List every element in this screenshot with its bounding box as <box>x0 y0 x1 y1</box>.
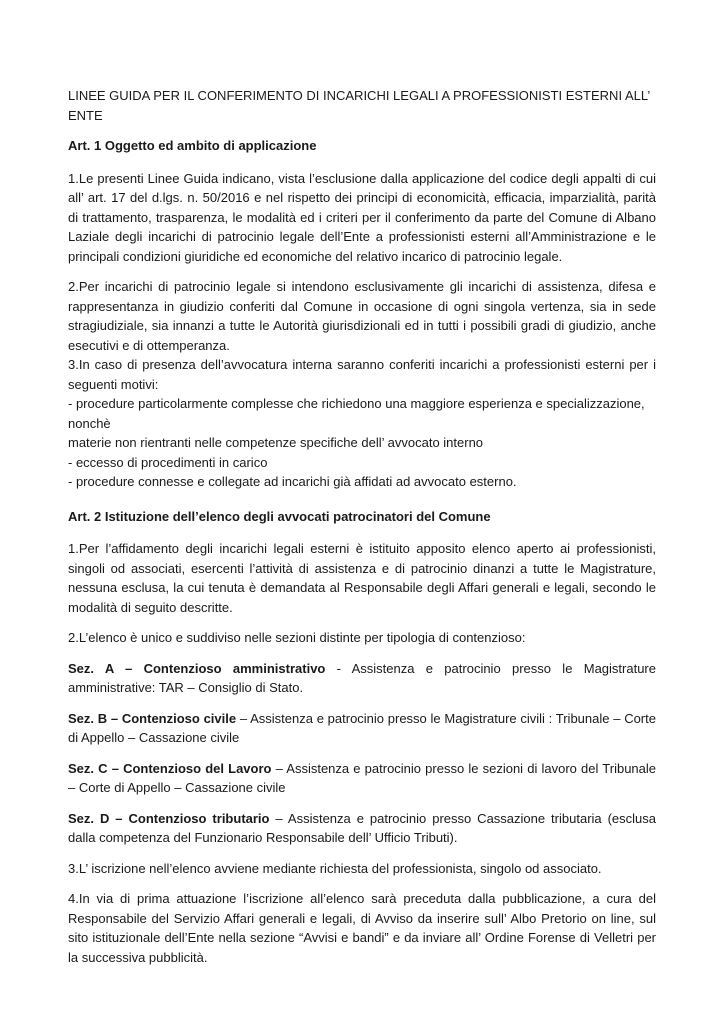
section-d-text: – Assistenza e patrocinio presso Cassazione tributaria (esclusa dalla competenza del Funzionario Responsabile dell’ Ufficio Tributi). <box>68 810 656 845</box>
art1-motives-list <box>68 394 656 492</box>
art2-paragraph-4: 4.In via di prima attuazione l’iscrizione all’elenco sarà preceduta dalla pubblicazione, a cura del Responsabile del Servizio Affari generali e legali, di Avviso da inserire sull’ Albo Pretorio on line, sul sito istituzionale dell’Ente nella sezione “Avvisi e bandi” e da inviare all’ Ordine Forense di Velletri per la successiva pubblicità. <box>68 891 656 965</box>
art1-heading: Art. 1 Oggetto ed ambito di applicazione <box>68 138 317 153</box>
section-a <box>68 659 656 698</box>
art2-paragraph-2: 2.L’elenco è unico e suddiviso nelle sezioni distinte per tipologia di contenzioso: <box>68 630 526 645</box>
list-item: materie non rientranti nelle competenze specifiche dell’ avvocato interno <box>68 435 484 450</box>
section-d-label: Sez. D – Contenzioso tributario <box>68 810 270 826</box>
section-c <box>68 759 656 798</box>
art2-heading: Art. 2 Istituzione dell’elenco degli avvocati patrocinatori del Comune <box>68 508 491 524</box>
section-a-text: - Assistenza e patrocinio presso le Magistrature amministrative: TAR – Consiglio di Stato. <box>68 660 656 695</box>
art1-paragraph-3: 3.In caso di presenza dell’avvocatura interna saranno conferiti incarichi a professionisti esterni per i seguenti motivi: <box>68 357 656 392</box>
list-item: - eccesso di procedimenti in carico <box>68 454 268 470</box>
list-item: - procedure particolarmente complesse che richiedono una maggiore esperienza e specializzazione, nonchè <box>68 396 645 431</box>
section-c-label: Sez. C – Contenzioso del Lavoro <box>68 760 272 776</box>
art2-paragraph-3: 3.L’ iscrizione nell’elenco avviene mediante richiesta del professionista, singolo od associato. <box>68 860 602 876</box>
section-b-text: – Assistenza e patrocinio presso le Magistrature civili : Tribunale – Corte di Appello – Cassazione civile <box>68 710 656 745</box>
art2-paragraph-1: 1.Per l’affidamento degli incarichi legali esterni è istituito apposito elenco aperto ai professionisti, singoli od associati, esercenti l’attività di assistenza e di patrocinio dinanzi a tutte le Magistrature, nessuna esclusa, la cui tenuta è demandata al Responsabile degli Affari generali e legali, secondo le modalità di seguito descritte. <box>68 541 656 615</box>
document-title: LINEE GUIDA PER IL CONFERIMENTO DI INCARICHI LEGALI A PROFESSIONISTI ESTERNI ALL’ ENTE <box>68 88 650 123</box>
section-a-label: Sez. A – Contenzioso amministrativo <box>68 660 326 676</box>
art1-paragraph-2: 2.Per incarichi di patrocinio legale si intendono esclusivamente gli incarichi di assistenza, difesa e rappresentanza in giudizio conferiti dal Comune in occasione di ogni singola vertenza, sia in sede stragiudiziale, sia innanzi a tutte le Autorità giurisdizionali ed in tutti i possibili gradi di giudizio, anche esecutivi e di ottemperanza. <box>68 279 656 353</box>
section-d <box>68 809 656 848</box>
list-item: - procedure connesse e collegate ad incarichi già affidati ad avvocato esterno. <box>68 474 517 489</box>
section-c-text: – Assistenza e patrocinio presso le sezioni di lavoro del Tribunale – Corte di Appello – Cassazione civile <box>68 760 656 795</box>
section-b-label: Sez. B – Contenzioso civile <box>68 710 237 726</box>
section-b <box>68 709 656 748</box>
art1-paragraph-1: 1.Le presenti Linee Guida indicano, vista l’esclusione dalla applicazione del codice degli appalti di cui all’ art. 17 del d.lgs. n. 50/2016 e nel rispetto dei principi di economicità, efficacia, imparzialità, parità di trattamento, trasparenza, le modalità ed i criteri per il conferimento da parte del Comune di Albano Laziale degli incarichi di patrocinio legale dell’Ente a professionisti esterni all’Amministrazione e le principali condizioni giuridiche ed economiche del relativo incarico di patrocinio legale. <box>68 170 656 264</box>
